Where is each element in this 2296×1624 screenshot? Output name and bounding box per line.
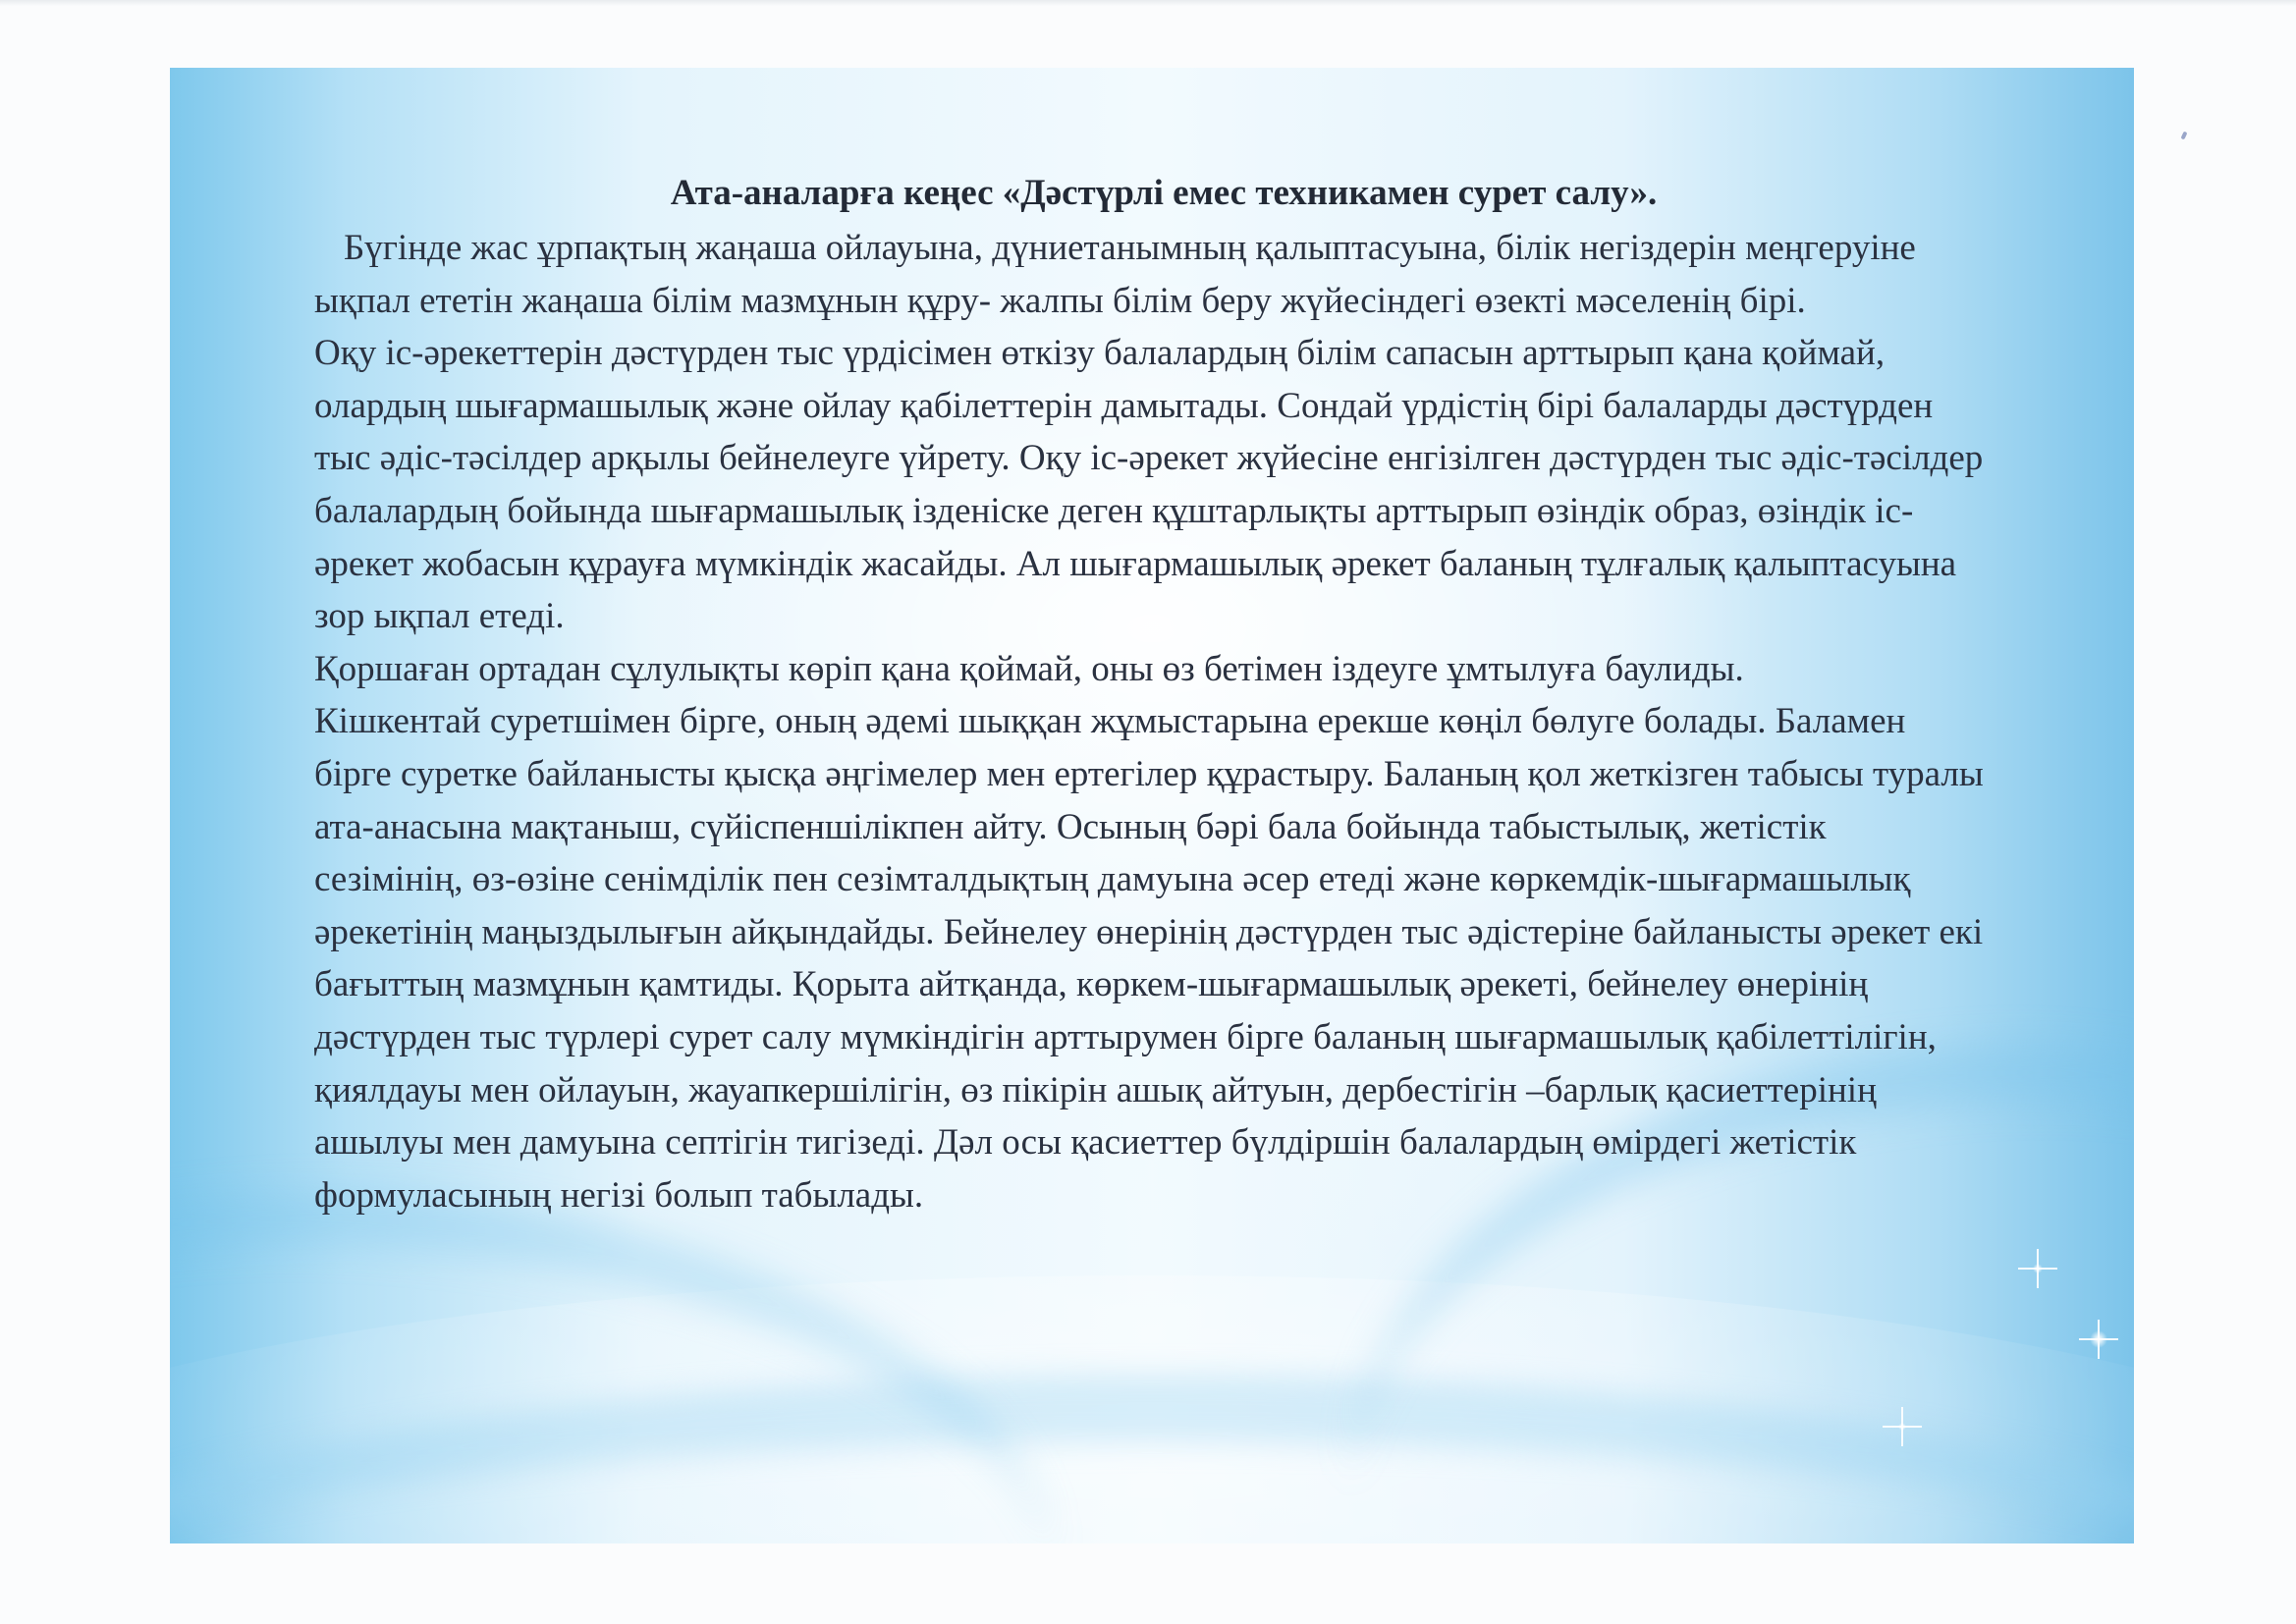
paragraph: Бүгінде жас ұрпақтың жаңаша ойлауына, дүниетанымның қалыптасуына, білік негіздерін меңгеруіне ықпал ететін жаңаша білім мазмұнын құру- жалпы білім беру жүйесіндегі өзекті мәселенің бірі. bbox=[314, 228, 1916, 321]
paragraph: Кішкентай суретшімен бірге, оның әдемі шыққан жұмыстарына ерекше көңіл бөлуге болады. Баламен бірге суретке байланысты қысқа әңгімелер мен ертегілер құрастыру. Баланың қол жеткізген табысы туралы ата-анасына мақтаныш, сүйіспеншілікпен айту. Осының бәрі бала бойында табыстылық, жетістік сезімінің, өз-өзіне сенімділік пен сезімталдықтың дамуына әсер етеді және көркемдік-шығармашылық әрекетінің маңыздылығын айқындайды. Бейнелеу өнерінің дәстүрден тыс әдістеріне байланысты әрекет екі бағыттың мазмұнын қамтиды. Қорыта айтқанда, көркем-шығармашылық әрекеті, бейнелеу өнерінің дәстүрден тыс түрлері сурет салу мүмкіндігін арттырумен бірге баланың шығармашылық қабілеттілігін, қиялдауы мен ойлауын, жауапкершілігін, өз пікірін ашық айтуын, дербестігін –барлық қасиеттерінің ашылуы мен дамуына септігін тигізеді. Дәл осы қасиеттер бүлдіршін балалардың өмірдегі жетістік формуласының негізі болып табылады. bbox=[314, 701, 1984, 1216]
scan-speck bbox=[2180, 132, 2187, 140]
sparkle-decoration bbox=[2033, 1264, 2043, 1273]
background-wave bbox=[170, 1374, 2134, 1543]
background-glow bbox=[170, 1275, 2134, 1543]
scan-top-edge bbox=[0, 0, 2296, 6]
document-content bbox=[314, 167, 1984, 1221]
paragraph: Қоршаған ортадан сұлулықты көріп қана қоймай, оны өз бетімен іздеуге ұмтылуға баулиды. bbox=[314, 648, 1744, 689]
document-title: Ата-аналарға кеңес «Дәстүрлі емес техникамен сурет салу». bbox=[670, 173, 1658, 213]
sparkle-decoration bbox=[1898, 1423, 1906, 1431]
paragraph: Оқу іс-әрекеттерін дәстүрден тыс үрдісімен өткізу балалардың білім сапасын арттырып қана қоймай, олардың шығармашылық және ойлау қабілеттерін дамытады. Сондай үрдістің бірі балаларды дәстүрден тыс әдіс-тәсілдер арқылы бейнелеуге үйрету. Оқу іс-әрекет жүйесіне енгізілген дәстүрден тыс әдіс-тәсілдер балалардың бойында шығармашылық ізденіске деген құштарлықты арттырып өзіндік образ, өзіндік іс-әрекет жобасын құрауға мүмкіндік жасайды. Ал шығармашылық әрекет баланың тұлғалық қалыптасуына зор ықпал етеді. bbox=[314, 333, 1984, 637]
sparkle-decoration bbox=[2090, 1330, 2107, 1348]
document-sheet bbox=[170, 68, 2134, 1543]
